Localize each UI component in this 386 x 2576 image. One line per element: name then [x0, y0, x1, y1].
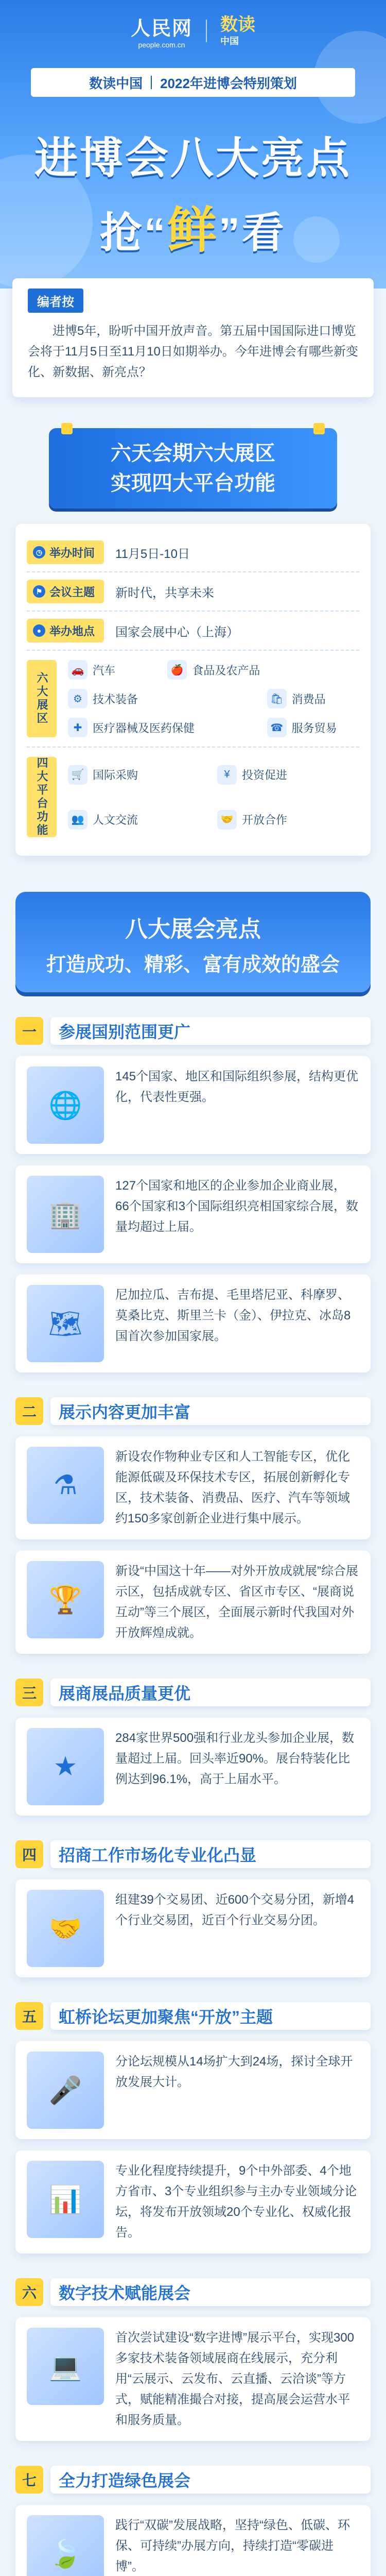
- zone-name: 消费品: [291, 692, 326, 706]
- platform-name: 投资促进: [242, 769, 288, 782]
- hero-ribbon: [31, 68, 355, 97]
- platforms-grid: [57, 757, 359, 837]
- highlights-header: [15, 892, 371, 992]
- logo-divider: [206, 20, 207, 42]
- editor-note-text: 进博5年，盼听中国开放声音。第五届中国国际进口博览会将于11月5日至11月10日如期举办。今年进博会有哪些新变化、新数据、新亮点？: [28, 324, 358, 379]
- highlight-heading: [15, 2466, 371, 2494]
- platforms-label: 四大平台功能: [27, 757, 57, 837]
- platform-name: 国际采购: [93, 769, 138, 782]
- clock-icon: ◷: [33, 546, 45, 558]
- zone-item: [68, 689, 260, 708]
- highlight-card: [15, 2505, 371, 2576]
- hero-title-line2: [0, 191, 386, 262]
- laptop-icon: 💻: [27, 2328, 104, 2405]
- highlight-name: 招商工作市场化专业化凸显: [50, 1840, 371, 1868]
- car-icon: 🚗: [68, 660, 87, 680]
- highlight-heading: [15, 1397, 371, 1425]
- highlight-card: [15, 2317, 371, 2441]
- shudu-logo-bottom: 中国: [220, 36, 239, 46]
- shudu-logo: [220, 16, 255, 46]
- highlight-text: 新设农作物种业专区和人工智能专区，优化能源低碳及环保技术专区，拓展创新孵化专区，技术装备、消费品、医疗、汽车等领域约150多家创新企业进行集中展示。: [115, 1450, 350, 1526]
- info-row-theme: [27, 572, 359, 612]
- highlight-name: 全力打造绿色展会: [50, 2466, 371, 2494]
- highlight-card: [15, 1165, 371, 1263]
- highlight-number: 三: [15, 1679, 43, 1706]
- hero-title-line1: 进博会八大亮点: [34, 134, 352, 182]
- highlight-text: 组建39个交易团、近600个交易分团，新增4个行业交易团，近百个行业交易分团。: [115, 1893, 355, 1927]
- map-icon: 🗺: [27, 1285, 104, 1362]
- zone-name: 技术装备: [93, 692, 138, 706]
- medical-icon: ✚: [68, 718, 87, 737]
- star-icon: ★: [27, 1728, 104, 1805]
- highlight-text: 首次尝试建设“数字进博”展示平台，实现300多家技术装备领域展商在线展示，充分利用“云展示、云发布、云直播、云洽谈”等方式，赋能精准撮合对接，提高展会运营水平和服务质量。: [115, 2331, 355, 2427]
- hero-banner: [0, 0, 386, 289]
- highlights-title-line1: 八大展会亮点: [125, 917, 261, 942]
- info-row-venue: [27, 612, 359, 651]
- highlight-card: [15, 1275, 371, 1372]
- zone-name: 汽车: [93, 664, 116, 677]
- highlight-number: 七: [15, 2466, 43, 2494]
- highlight-name: 展示内容更加丰富: [50, 1397, 371, 1425]
- location-pin-icon: ●: [33, 624, 45, 637]
- info-tag: [27, 540, 104, 564]
- flask-icon: ⚗: [27, 1447, 104, 1524]
- leaf-icon: 🍃: [27, 2515, 104, 2576]
- highlight-name: 虹桥论坛更加聚焦“开放”主题: [50, 2002, 371, 2030]
- hero-title-part-a: 抢“: [99, 210, 167, 257]
- handshake-icon: 🤝: [217, 810, 237, 829]
- flag-icon: ⚑: [33, 585, 45, 598]
- shudu-logo-top: 数读: [220, 14, 255, 35]
- highlight-text: 284家世界500强和行业龙头参加企业展，数量超过上届。回头率近90%。展台特装化比例达到96.1%，高于上届水平。: [115, 1731, 355, 1786]
- title-corner-decor: [313, 423, 325, 434]
- service-icon: ☎: [267, 718, 287, 737]
- cart-icon: 🛒: [68, 765, 87, 785]
- platforms-block: [27, 748, 359, 846]
- overview-title-line2: 实现四大平台功能: [111, 472, 275, 495]
- highlight-text: 127个国家和地区的企业参加企业商业展，66个国家和3个国际组织亮相国家综合展，数量均超过上届。: [115, 1179, 359, 1234]
- people-logo-text: 人民网: [130, 16, 192, 40]
- highlight-number: 六: [15, 2278, 43, 2306]
- platform-item: [217, 802, 359, 837]
- highlight-number: 五: [15, 2002, 43, 2030]
- hero-title: [0, 124, 386, 262]
- info-value: 11月5日-10日: [115, 547, 190, 561]
- highlight-text: 分论坛规模从14场扩大到24场，探讨全球开放发展大计。: [115, 2055, 353, 2089]
- highlight-text: 专业化程度持续提升，9个中外部委、4个地方省市、3个专业组织参与主办专业领域分论坛，将发布开放领域20个专业化、权威化报告。: [115, 2164, 357, 2240]
- highlight-heading: [15, 1679, 371, 1706]
- building-icon: 🏢: [27, 1176, 104, 1253]
- info-label: 会议主题: [49, 585, 95, 599]
- ribbon-right: 2022年进博会特别策划: [160, 75, 297, 91]
- highlight-card: [15, 1879, 371, 1977]
- zone-item: [68, 718, 260, 737]
- info-row-time: [27, 533, 359, 572]
- highlight-text: 尼加拉瓜、吉布提、毛里塔尼亚、科摩罗、莫桑比克、斯里兰卡（金）、伊拉克、冰岛8国首次参加国家展。: [115, 1288, 351, 1343]
- highlight-text: 践行“双碳”发展战略，坚持“绿色、低碳、环保、可持续”办展方向，持续打造“零碳进博”。: [115, 2518, 350, 2573]
- globe-icon: 🌐: [27, 1066, 104, 1144]
- info-label: 举办地点: [49, 624, 95, 638]
- platform-item: [217, 757, 359, 792]
- info-value: 新时代，共享未来: [115, 586, 214, 600]
- highlight-text: 新设“中国这十年——对外开放成就展”综合展示区，包括成就专区、省区市专区、“展商说互动”等三个展区，全面展示新时代我国对外开放辉煌成就。: [115, 1564, 358, 1640]
- platform-name: 人文交流: [93, 814, 138, 826]
- zone-item: [68, 660, 160, 680]
- coin-icon: ¥: [217, 765, 237, 785]
- highlight-card: [15, 1718, 371, 1816]
- info-tag: [27, 580, 104, 603]
- overview-card: [15, 524, 371, 856]
- highlight-heading: [15, 1840, 371, 1868]
- hero-title-fresh: 鲜: [167, 203, 219, 258]
- zone-name: 医疗器械及医药保健: [93, 721, 195, 735]
- editor-note-label: 编者按: [28, 289, 83, 313]
- ribbon-divider: [151, 76, 152, 89]
- highlight-card: [15, 2041, 371, 2139]
- zones-block: [27, 651, 359, 748]
- hero-title-part-b: ”看: [219, 210, 287, 257]
- highlight-text: 145个国家、地区和国际组织参展，结构更优化，代表性更强。: [115, 1070, 359, 1104]
- highlight-number: 四: [15, 1840, 43, 1868]
- platform-item: [68, 802, 210, 837]
- trophy-icon: 🏆: [27, 1561, 104, 1638]
- platform-item: [68, 757, 210, 792]
- zone-name: 食品及农产品: [192, 664, 260, 677]
- mic-icon: 🎤: [27, 2052, 104, 2129]
- highlight-name: 参展国别范围更广: [50, 1017, 371, 1045]
- zone-item: [167, 660, 359, 680]
- people-logo: [131, 12, 192, 49]
- shopping-bag-icon: 🛍: [267, 689, 287, 708]
- zones-label: 六大展区: [27, 660, 57, 737]
- zones-grid: [57, 660, 359, 737]
- logo-bar: [0, 12, 386, 49]
- highlights-title-line2: 打造成功、精彩、富有成效的盛会: [46, 954, 340, 976]
- highlight-name: 展商展品质量更优: [50, 1679, 371, 1706]
- highlight-card: [15, 2150, 371, 2253]
- highlight-card: [15, 1056, 371, 1154]
- highlight-number: 一: [15, 1017, 43, 1045]
- highlight-name: 数字技术赋能展会: [50, 2278, 371, 2306]
- info-tag: [27, 619, 104, 642]
- highlight-heading: [15, 1017, 371, 1045]
- people-logo-site: people.com.cn: [138, 41, 185, 49]
- highlight-card: [15, 1551, 371, 1654]
- people-icon: 👥: [68, 810, 87, 829]
- highlight-number: 二: [15, 1397, 43, 1425]
- ribbon-left: 数读中国: [89, 75, 143, 91]
- overview-title: [49, 428, 337, 509]
- gear-icon: ⚙: [68, 689, 87, 708]
- highlight-heading: [15, 2002, 371, 2030]
- editor-note: [12, 278, 374, 397]
- title-corner-decor: [61, 423, 73, 434]
- highlight-heading: [15, 2278, 371, 2306]
- highlight-card: [15, 1436, 371, 1539]
- platform-name: 开放合作: [242, 814, 288, 826]
- zone-item: [267, 718, 359, 737]
- zone-name: 服务贸易: [291, 721, 337, 735]
- chart-icon: 📊: [27, 2161, 104, 2238]
- highlights-list: [15, 1017, 371, 2576]
- info-label: 举办时间: [49, 546, 95, 560]
- zone-item: [267, 689, 359, 708]
- overview-title-line1: 六天会期六大展区: [111, 442, 275, 465]
- info-value: 国家会展中心（上海）: [115, 625, 239, 639]
- handshake-icon: 🤝: [27, 1890, 104, 1967]
- food-icon: 🍎: [167, 660, 187, 680]
